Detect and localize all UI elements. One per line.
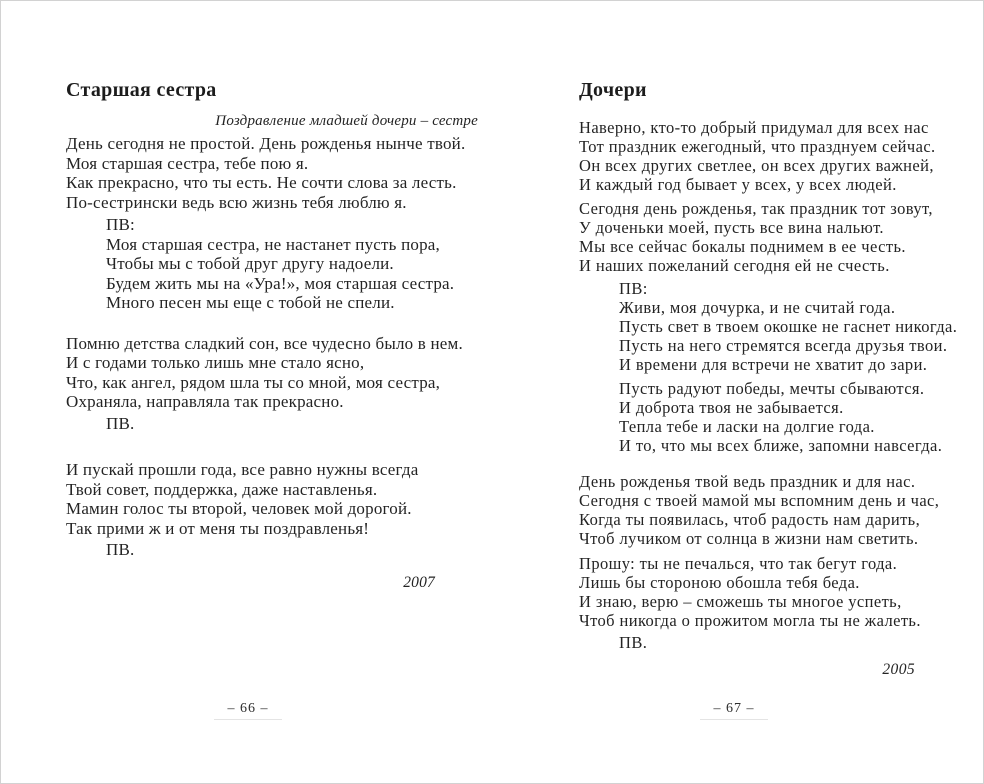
chorus-reference: ПВ. [106, 540, 135, 559]
year-written: 2007 [403, 573, 435, 591]
dedication: Поздравление младшей дочери – сестре [215, 113, 478, 129]
chorus-reference: ПВ. [619, 633, 648, 652]
stanza-3 [579, 472, 977, 548]
chorus-block-continued [579, 379, 977, 455]
stanza-2 [579, 199, 977, 275]
chorus-label: ПВ: [619, 279, 648, 298]
poem-line: Чтоб никогда о прожитом могла ты не жалеть. [579, 611, 921, 630]
poem-line: Моя старшая сестра, не настанет пусть пора, [106, 234, 440, 254]
stanza-1 [579, 118, 977, 194]
stanza-2 [66, 334, 492, 412]
footer-rule-right [700, 719, 768, 720]
chorus-label: ПВ: [106, 215, 135, 234]
stanza-4 [579, 554, 977, 630]
poem-line: И каждый год бывает у всех, у всех людей. [579, 175, 897, 194]
footer-rule-left [214, 719, 282, 720]
poem-line: Чтоб лучиком от солнца в жизни нам светить. [579, 529, 919, 548]
poem-line: Чтобы мы с тобой друг другу надоели. [106, 254, 394, 273]
poem-line: Так прими ж и от меня ты поздравленья! [66, 518, 370, 538]
poem-line: Наверно, кто-то добрый придумал для всех нас [579, 118, 929, 137]
chorus-reference: ПВ. [106, 413, 135, 433]
year-written: 2005 [882, 661, 915, 678]
poem-line: Будем жить мы на «Ура!», моя старшая сестра. [106, 273, 455, 293]
poem-line: Мамин голос ты второй, человек мой дорогой. [66, 499, 412, 518]
poem-line: Пусть свет в твоем окошке не гаснет никогда. [619, 317, 958, 336]
poem-line: Тот праздник ежегодный, что празднуем сейчас. [579, 137, 936, 156]
poem-line: Как прекрасно, что ты есть. Не сочти слова за лесть. [66, 173, 457, 192]
poem-line: Охраняла, направляла так прекрасно. [66, 392, 344, 411]
page-left [66, 1, 492, 592]
poem-line: И доброта твоя не забывается. [619, 398, 844, 417]
poem-line: День сегодня не простой. День рожденья нынче твой. [66, 134, 466, 153]
poem-line: И наших пожеланий сегодня ей не счесть. [579, 256, 890, 275]
poem-line: Он всех других светлее, он всех других важней, [579, 156, 934, 175]
poem-line: И с годами только лишь мне стало ясно, [66, 353, 365, 372]
poem-line: И знаю, верю – сможешь ты многое успеть, [579, 592, 902, 611]
poem-line: Сегодня с твоей мамой мы вспомним день и час, [579, 491, 940, 510]
poem-line: Когда ты появилась, чтоб радость нам дарить, [579, 510, 921, 529]
poem-line: Много песен мы еще с тобой не спели. [106, 293, 395, 312]
poem-line: Тепла тебе и ласки на долгие года. [619, 417, 875, 436]
poem-line: Что, как ангел, рядом шла ты со мной, моя сестра, [66, 372, 441, 392]
stanza-3 [66, 460, 492, 538]
poem-line: И то, что мы всех ближе, запомни навсегда. [619, 436, 943, 455]
page-number-right: – 67 – [713, 701, 755, 716]
poem-line: Помню детства сладкий сон, все чудесно было в нем. [66, 333, 463, 353]
poem-line: Живи, моя дочурка, и не считай года. [619, 298, 896, 317]
song-title-right: Дочери [579, 79, 647, 101]
page-right [579, 1, 977, 679]
poem-line: Лишь бы стороною обошла тебя беда. [579, 573, 860, 592]
poem-line: И времени для встречи не хватит до зари. [619, 355, 928, 374]
chorus-lines [619, 298, 977, 374]
poem-line: Пусть на него стремятся всегда друзья твои. [619, 336, 948, 355]
poem-line: По-сестрински ведь всю жизнь тебя люблю я. [66, 192, 407, 212]
poem-line: Мы все сейчас бокалы поднимем в ее честь. [579, 237, 906, 256]
poem-line: У доченьки моей, пусть все вина нальют. [579, 218, 884, 237]
chorus-lines [106, 235, 492, 313]
chorus-block [66, 215, 492, 313]
stanza-1 [66, 134, 492, 212]
poem-line: Моя старшая сестра, тебе пою я. [66, 153, 309, 173]
song-title-left: Старшая сестра [66, 79, 217, 101]
poem-line: Прошу: ты не печалься, что так бегут года. [579, 554, 898, 573]
poem-line: День рожденья твой ведь праздник и для нас. [579, 472, 916, 491]
page-number-left: – 66 – [227, 701, 269, 716]
chorus-block [579, 279, 977, 374]
poem-line: Пусть радуют победы, мечты сбываются. [619, 379, 925, 398]
poem-line: Сегодня день рожденья, так праздник тот зовут, [579, 199, 933, 218]
poem-line: И пускай прошли года, все равно нужны всегда [66, 460, 419, 479]
poem-line: Твой совет, поддержка, даже наставленья. [66, 479, 378, 499]
